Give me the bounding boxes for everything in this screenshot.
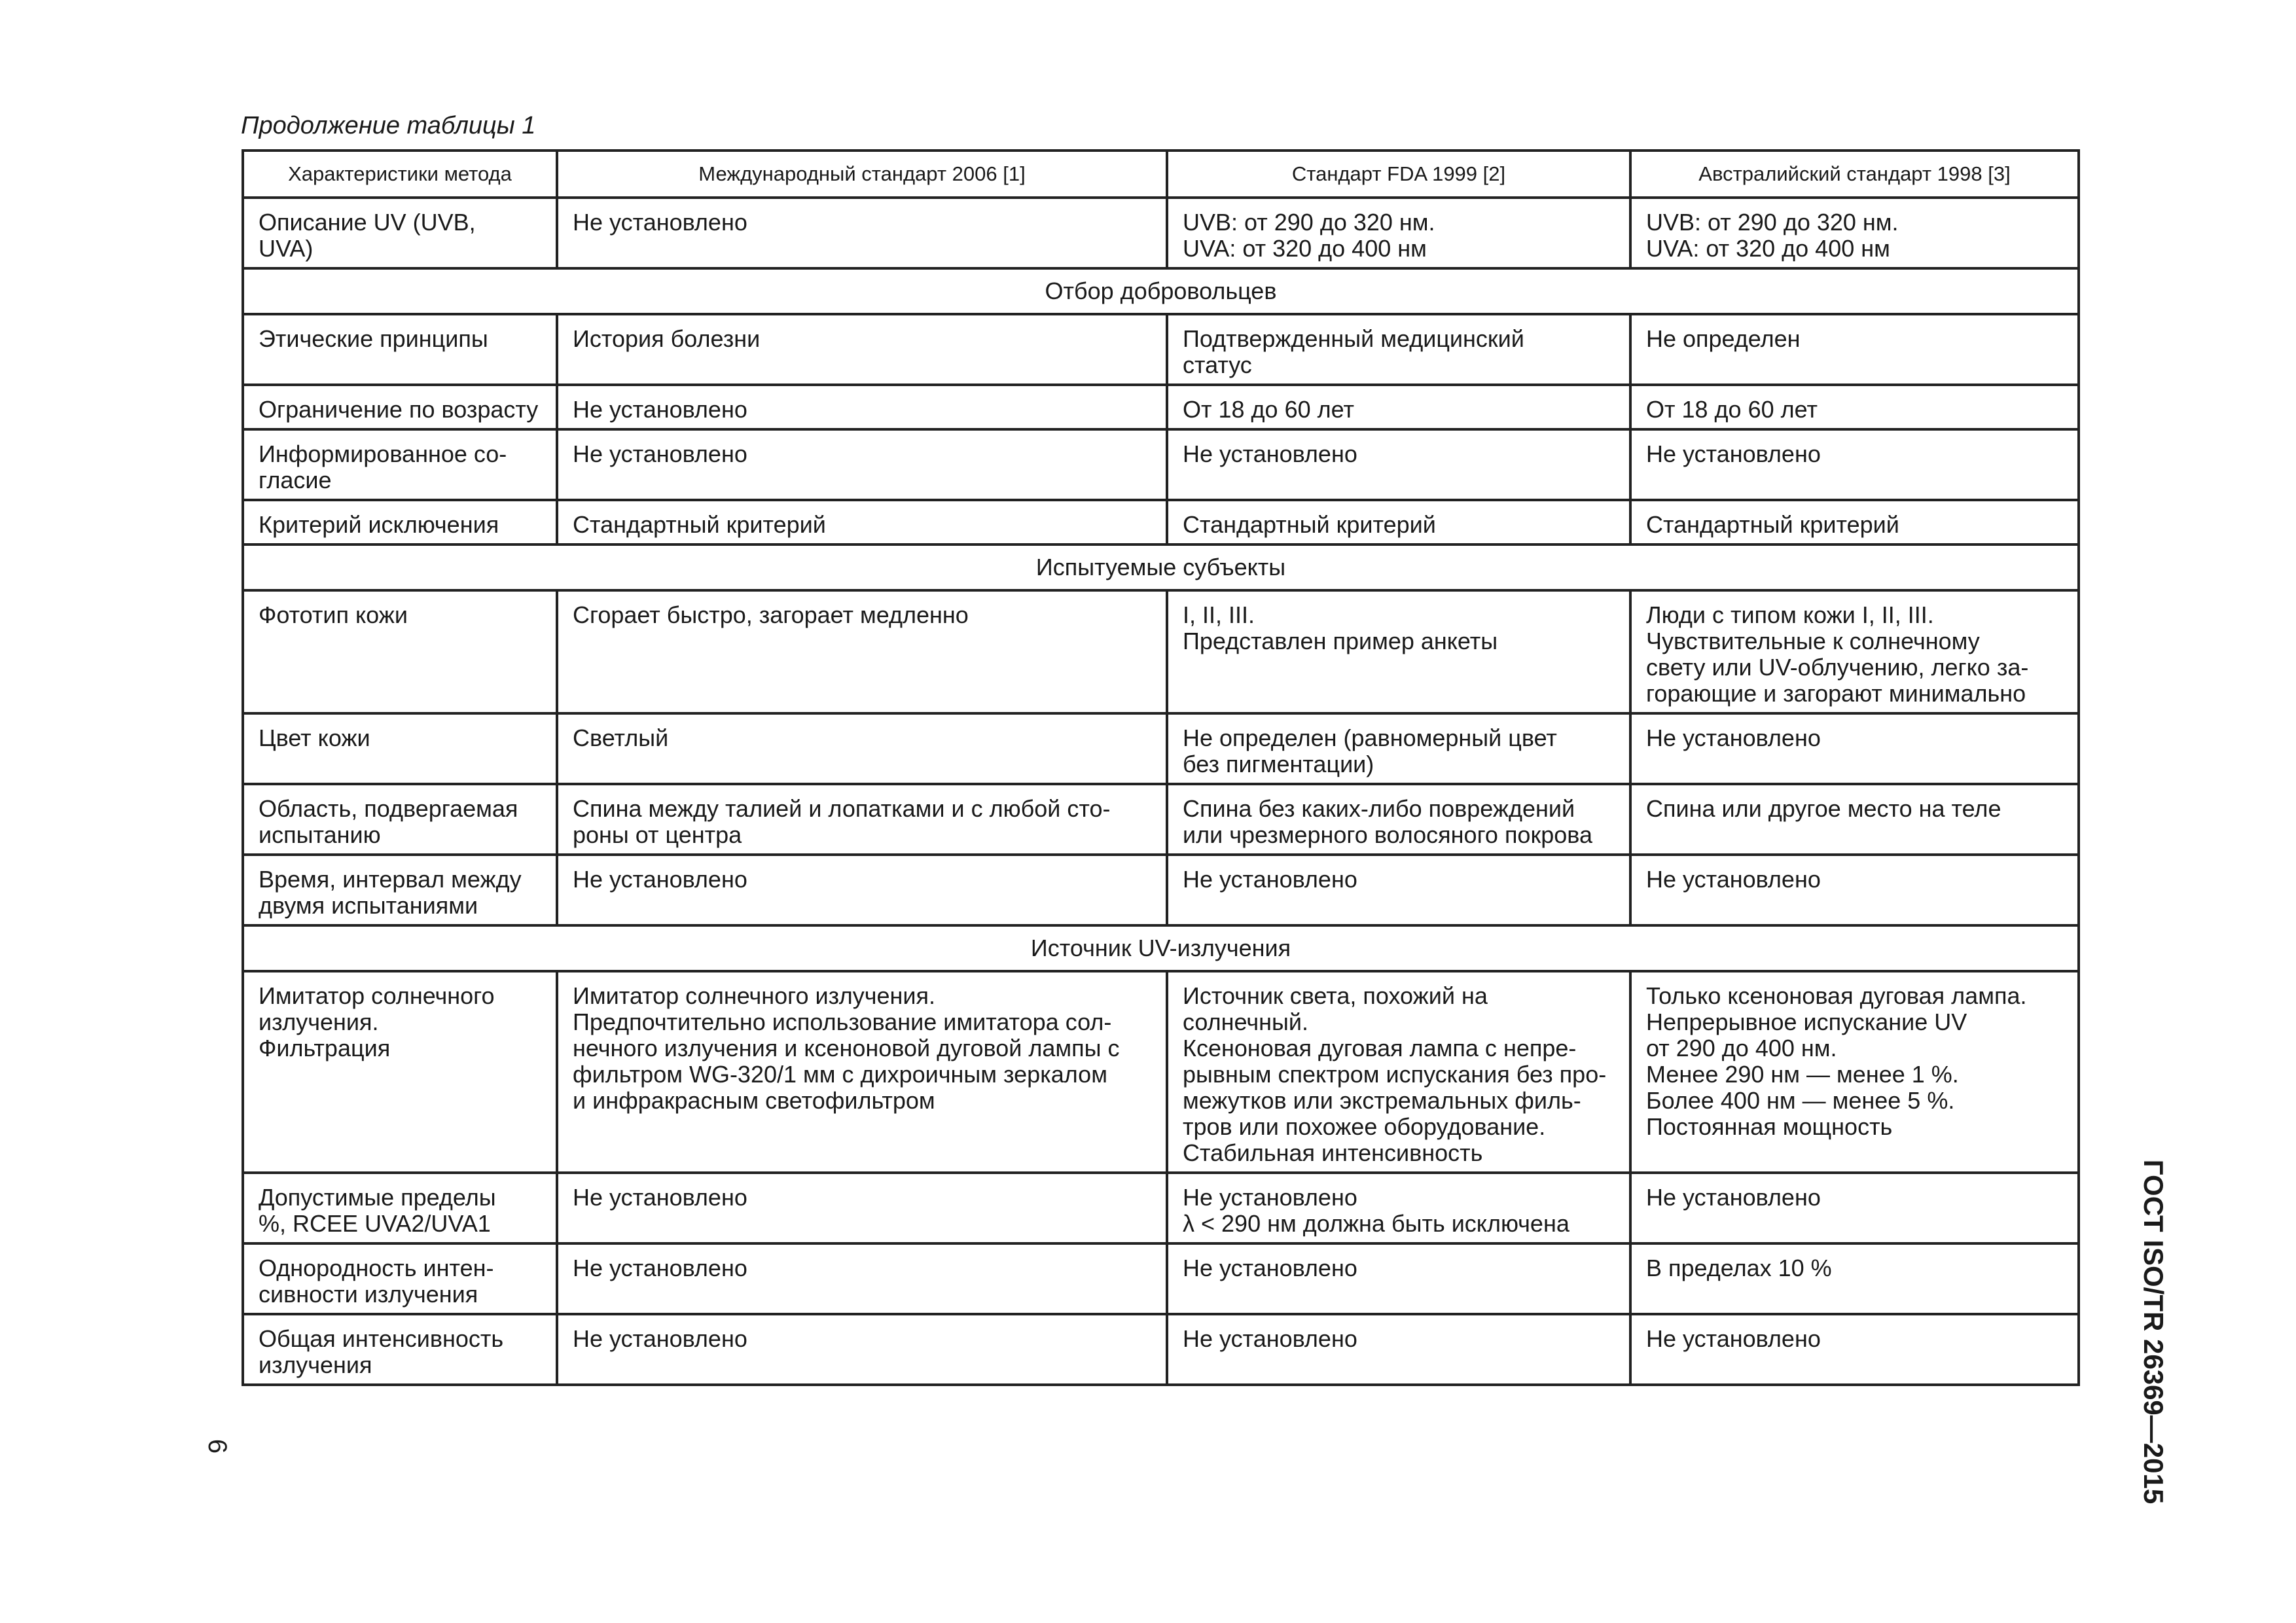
row-label-cell: Область, подвергаемая испытанию: [243, 784, 557, 855]
row-label-cell: Общая интенсивность излучения: [243, 1314, 557, 1385]
table-cell: Не установлено λ < 290 нм должна быть исключена: [1167, 1173, 1630, 1243]
table-cell: Не установлено: [1630, 429, 2079, 500]
row-label-cell: Критерий исключения: [243, 500, 557, 544]
row-label-cell: Ограничение по возрасту: [243, 385, 557, 429]
section-heading: Источник UV-излучения: [243, 925, 2079, 971]
table-row: [243, 713, 2079, 784]
table-cell: Сгорает быстро, загорает медленно: [557, 590, 1167, 713]
header-cell: Австралийский стандарт 1998 [3]: [1630, 151, 2079, 198]
table-cell: Подтвержденный медицинский статус: [1167, 314, 1630, 385]
table-cell: От 18 до 60 лет: [1167, 385, 1630, 429]
row-label-cell: Информированное со- гласие: [243, 429, 557, 500]
table-cell: Спина между талией и лопатками и с любой сто- роны от центра: [557, 784, 1167, 855]
row-label-cell: Однородность интен- сивности излучения: [243, 1243, 557, 1314]
table-cell: Не установлено: [557, 385, 1167, 429]
header-cell: Международный стандарт 2006 [1]: [557, 151, 1167, 198]
table-cell: Не установлено: [557, 198, 1167, 268]
table-cell: Не установлено: [1630, 1173, 2079, 1243]
table-cell: Имитатор солнечного излучения. Предпочтительно использование имитатора сол- нечного излучения и ксеноновой дуговой лампы с фильтром WG-320/1 мм с дихроичным зеркалом и инфракрасным светофильтром: [557, 971, 1167, 1173]
table-row: [243, 314, 2079, 385]
row-label-cell: Этические принципы: [243, 314, 557, 385]
table-row: [243, 1173, 2079, 1243]
section-heading: Испытуемые субъекты: [243, 544, 2079, 590]
table-cell: Не установлено: [1167, 429, 1630, 500]
table-row: [243, 971, 2079, 1173]
table-cell: История болезни: [557, 314, 1167, 385]
table-cell: Не определен: [1630, 314, 2079, 385]
section-row: [243, 268, 2079, 314]
page-number: 6: [203, 1438, 232, 1454]
table-cell: От 18 до 60 лет: [1630, 385, 2079, 429]
table-row: [243, 198, 2079, 268]
table-cell: UVB: от 290 до 320 нм. UVA: от 320 до 400 нм: [1630, 198, 2079, 268]
section-heading: Отбор добровольцев: [243, 268, 2079, 314]
table-caption: Продолжение таблицы 1: [241, 112, 536, 139]
table-row: [243, 429, 2079, 500]
table-cell: UVB: от 290 до 320 нм. UVA: от 320 до 400 нм: [1167, 198, 1630, 268]
table-row: [243, 1314, 2079, 1385]
table-cell: Не установлено: [557, 1243, 1167, 1314]
document-designation: ГОСТ ISO/TR 26369—2015: [2138, 1159, 2169, 1505]
table-row: [243, 385, 2079, 429]
table-row: [243, 590, 2079, 713]
table-row: [243, 1243, 2079, 1314]
table-cell: Не установлено: [1167, 1243, 1630, 1314]
table-cell: Не установлено: [1167, 1314, 1630, 1385]
table-cell: Только ксеноновая дуговая лампа. Непрерывное испускание UV от 290 до 400 нм. Менее 290 нм — менее 1 %. Более 400 нм — менее 5 %. Постоянная мощность: [1630, 971, 2079, 1173]
table-cell: Светлый: [557, 713, 1167, 784]
table-body: [243, 198, 2079, 1385]
table-row: [243, 784, 2079, 855]
section-row: [243, 925, 2079, 971]
row-label-cell: Цвет кожи: [243, 713, 557, 784]
row-label-cell: Время, интервал между двумя испытаниями: [243, 855, 557, 925]
table-row: [243, 855, 2079, 925]
table-cell: Источник света, похожий на солнечный. Ксеноновая дуговая лампа с непре- рывным спектром испускания без про- межутков или экстремальных филь- тров или похожее оборудование. Стабильная интенсивность: [1167, 971, 1630, 1173]
row-label-cell: Имитатор солнечного излучения. Фильтрация: [243, 971, 557, 1173]
header-cell: Характеристики метода: [243, 151, 557, 198]
table-cell: Люди с типом кожи I, II, III. Чувствительные к солнечному свету или UV-облучению, легко за- горающие и загорают минимально: [1630, 590, 2079, 713]
table-cell: Не установлено: [1630, 1314, 2079, 1385]
table-cell: Не установлено: [1167, 855, 1630, 925]
table-cell: В пределах 10 %: [1630, 1243, 2079, 1314]
comparison-table: [242, 149, 2080, 1386]
header-cell: Стандарт FDA 1999 [2]: [1167, 151, 1630, 198]
header-row: [243, 151, 2079, 198]
table-cell: Спина или другое место на теле: [1630, 784, 2079, 855]
row-label-cell: Фототип кожи: [243, 590, 557, 713]
table-row: [243, 500, 2079, 544]
table-cell: I, II, III. Представлен пример анкеты: [1167, 590, 1630, 713]
table-cell: Не установлено: [1630, 855, 2079, 925]
table-cell: Не установлено: [557, 855, 1167, 925]
table-cell: Не установлено: [1630, 713, 2079, 784]
row-label-cell: Допустимые пределы %, RCEE UVA2/UVA1: [243, 1173, 557, 1243]
table-cell: Не установлено: [557, 1173, 1167, 1243]
table-cell: Не установлено: [557, 1314, 1167, 1385]
row-label-cell: Описание UV (UVB, UVA): [243, 198, 557, 268]
table-cell: Стандартный критерий: [1167, 500, 1630, 544]
table-cell: Не определен (равномерный цвет без пигментации): [1167, 713, 1630, 784]
table-cell: Стандартный критерий: [557, 500, 1167, 544]
table-cell: Стандартный критерий: [1630, 500, 2079, 544]
table-cell: Спина без каких-либо повреждений или чрезмерного волосяного покрова: [1167, 784, 1630, 855]
section-row: [243, 544, 2079, 590]
table-cell: Не установлено: [557, 429, 1167, 500]
